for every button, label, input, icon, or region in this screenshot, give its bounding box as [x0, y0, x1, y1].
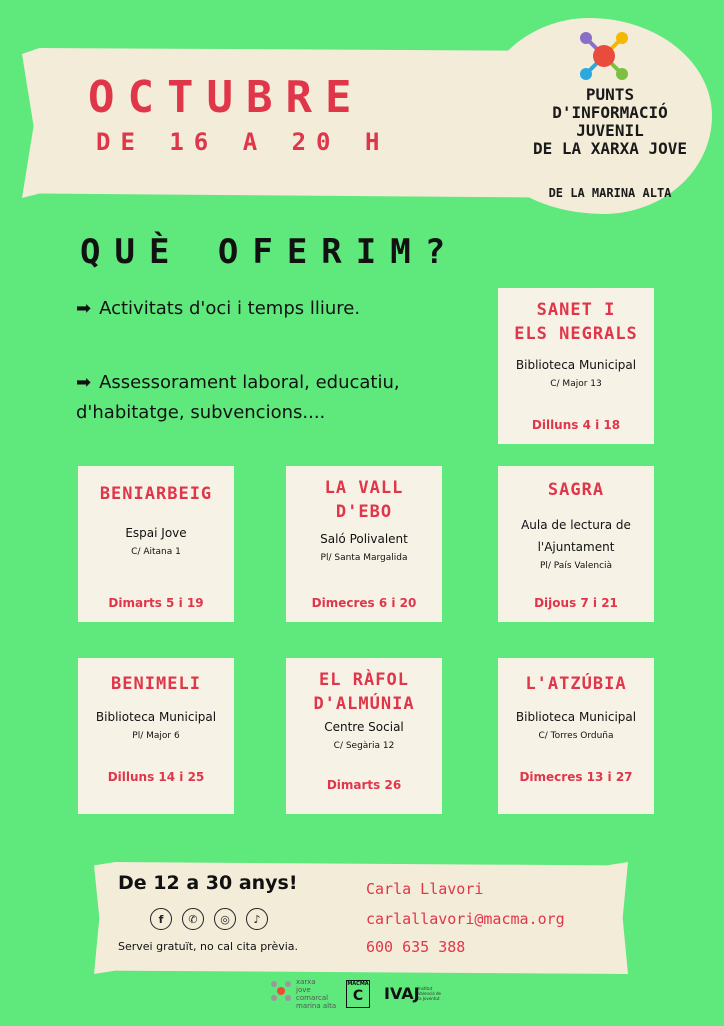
location-card [498, 288, 654, 444]
xarxa-logo-text: xarxa jove comarcal marina alta [296, 978, 337, 1010]
location-card [498, 466, 654, 622]
offer-item [76, 294, 360, 324]
facebook-icon[interactable]: f [150, 908, 172, 930]
venue-name: Biblioteca Municipal [515, 710, 637, 724]
contact-phone[interactable]: 600 635 388 [366, 938, 466, 956]
venue-name: Centre Social [324, 720, 404, 734]
badge-title-line: D'INFORMACIÓ [552, 103, 668, 122]
offer-text: d'habitatge, subvencions.... [76, 402, 326, 423]
tiktok-icon[interactable]: ♪ [246, 908, 268, 930]
offer-item [76, 368, 400, 398]
street-address: Pl/ Major 6 [132, 731, 180, 741]
town-name: EL RÀFOL D'ALMÚNIA [313, 670, 415, 714]
badge-title-line: JUVENIL [576, 121, 644, 140]
location-card [498, 658, 654, 814]
schedule-days: Dimarts 5 i 19 [108, 596, 204, 610]
arrow-right-icon: ➡ [76, 298, 92, 319]
town-name: SANET I ELS NEGRALS [514, 300, 638, 344]
town-name: BENIARBEIG [99, 484, 213, 504]
badge-title-line: DE LA XARXA JOVE [532, 139, 688, 158]
schedule-hours: DE 16 A 20 H [96, 128, 390, 156]
offers-heading: QUÈ OFERIM? [80, 232, 460, 272]
schedule-days: Dilluns 14 i 25 [107, 770, 205, 784]
instagram-icon[interactable]: ◎ [214, 908, 236, 930]
street-address: C/ Major 13 [550, 379, 602, 389]
town-name: BENIMELI [111, 674, 201, 694]
street-address: Pl/ Santa Margalida [320, 553, 408, 563]
offer-item-continued [76, 398, 325, 428]
macma-logo [346, 980, 370, 1008]
town-name: SAGRA [547, 480, 605, 500]
xarxa-dots-icon [270, 980, 292, 1002]
service-note: Servei gratuït, no cal cita prèvia. [118, 940, 299, 953]
schedule-days: Dijous 7 i 21 [534, 596, 618, 610]
location-card [78, 466, 234, 622]
schedule-days: Dimarts 26 [326, 778, 402, 792]
town-name: L'ATZÚBIA [525, 674, 627, 694]
street-address: C/ Segària 12 [333, 741, 395, 751]
macma-logo-letter: C [352, 988, 364, 1004]
whatsapp-icon[interactable]: ✆ [182, 908, 204, 930]
social-links [150, 908, 268, 930]
arrow-right-icon: ➡ [76, 372, 92, 393]
venue-name: Saló Polivalent [320, 532, 408, 546]
schedule-days: Dimecres 13 i 27 [519, 770, 633, 784]
street-address: C/ Torres Orduña [538, 731, 614, 741]
street-address: C/ Aitana 1 [131, 547, 181, 557]
badge-title [510, 86, 710, 158]
venue-name: Aula de lectura de l'Ajuntament [521, 518, 631, 554]
town-name: LA VALL D'EBO [324, 478, 404, 522]
contact-name: Carla Llavori [366, 880, 484, 898]
location-card [286, 658, 442, 814]
schedule-days: Dimecres 6 i 20 [311, 596, 417, 610]
xarxa-jove-logo [270, 974, 342, 1014]
venue-name: Biblioteca Municipal [95, 710, 217, 724]
age-range: De 12 a 30 anys! [118, 872, 298, 894]
badge-subtitle: DE LA MARINA ALTA [548, 186, 672, 200]
street-address: Pl/ País Valencià [539, 561, 613, 571]
venue-name: Biblioteca Municipal [515, 358, 637, 372]
venue-name: Espai Jove [125, 526, 187, 540]
offer-text: Assessorament laboral, educatiu, [99, 372, 400, 393]
badge-title-line: PUNTS [585, 85, 635, 104]
location-card [286, 466, 442, 622]
offer-text: Activitats d'oci i temps lliure. [99, 298, 361, 319]
macma-logo-text: MACMA [347, 981, 369, 987]
schedule-days: Dilluns 4 i 18 [531, 418, 621, 432]
contact-email[interactable]: carlallavori@macma.org [366, 910, 565, 928]
ivaj-logo-subtitle: Institut Valencià de la Joventut [418, 986, 442, 1001]
ivaj-logo: IVAJ [384, 984, 420, 1003]
location-card [78, 658, 234, 814]
molecule-logo-icon [572, 24, 636, 88]
page-title: OCTUBRE [88, 72, 365, 123]
